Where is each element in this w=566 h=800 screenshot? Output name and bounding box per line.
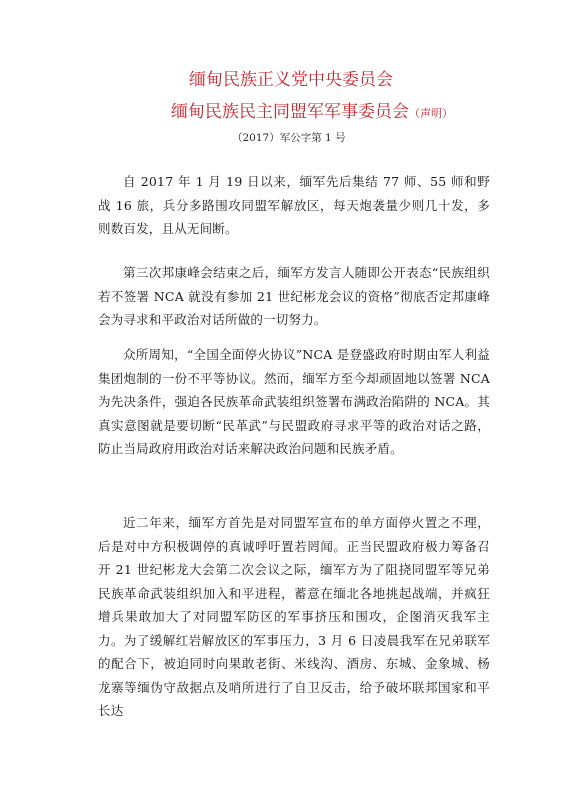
- paragraph-1: 自 2017 年 1 月 19 日以来，缅军先后集结 77 师、55 师和野战 16 旅，兵分多路围攻同盟军解放区，每天炮袭量少则几十发，多则数百发，且从无间断。: [98, 174, 490, 236]
- title-suffix: （声明）: [409, 107, 453, 120]
- title-line-2-text: 缅甸民族民主同盟军军事委员会: [171, 102, 409, 122]
- title-line-2: [171, 101, 453, 125]
- paragraph-3: 众所周知，“全国全面停火协议”NCA 是登盛政府时期由军人利益集团炮制的一份不平等协议。然而，缅军方至今却顽固地以签署 NCA 为先决条件，强迫各民族革命武装组织签署布满政治陷阱的 NCA。其真实意图就是要切断“民革武”与民盟政府寻求平等的政治对话之路，防止当局政府用政治对话来解决政治问题和民族矛盾。: [98, 347, 490, 456]
- document-number: （2017）军公字第 1 号: [232, 132, 346, 144]
- paragraph-4: 近二年来，缅军方首先是对同盟军宣布的单方面停火置之不理，后是对中方积极调停的真诚呼吁置若罔闻。正当民盟政府极力筹备召开 21 世纪彬龙大会第二次会议之际，缅军方为了阻挠同盟军等兄弟民族革命武装组织加入和平进程，蓄意在缅北各地挑起战端，并疯狂增兵果敢加大了对同盟军防区的军事挤压和围攻，企图消灭我军主力。为了缓解红岩解放区的军事压力，3 月 6 日凌晨我军在兄弟联军的配合下，被迫同时向果敢老街、米线沟、酒房、东城、金象城、杨龙寨等缅伪守敌据点及哨所进行了自卫反击，给予破坏联邦国家和平长达: [98, 515, 490, 718]
- title-line-1: 缅甸民族正义党中央委员会: [189, 70, 393, 90]
- paragraph-2: 第三次邦康峰会结束之后，缅军方发言人随即公开表态“民族组织若不签署 NCA 就没有参加 21 世纪彬龙会议的资格”彻底否定邦康峰会为寻求和平政治对话所做的一切努力。: [98, 265, 490, 327]
